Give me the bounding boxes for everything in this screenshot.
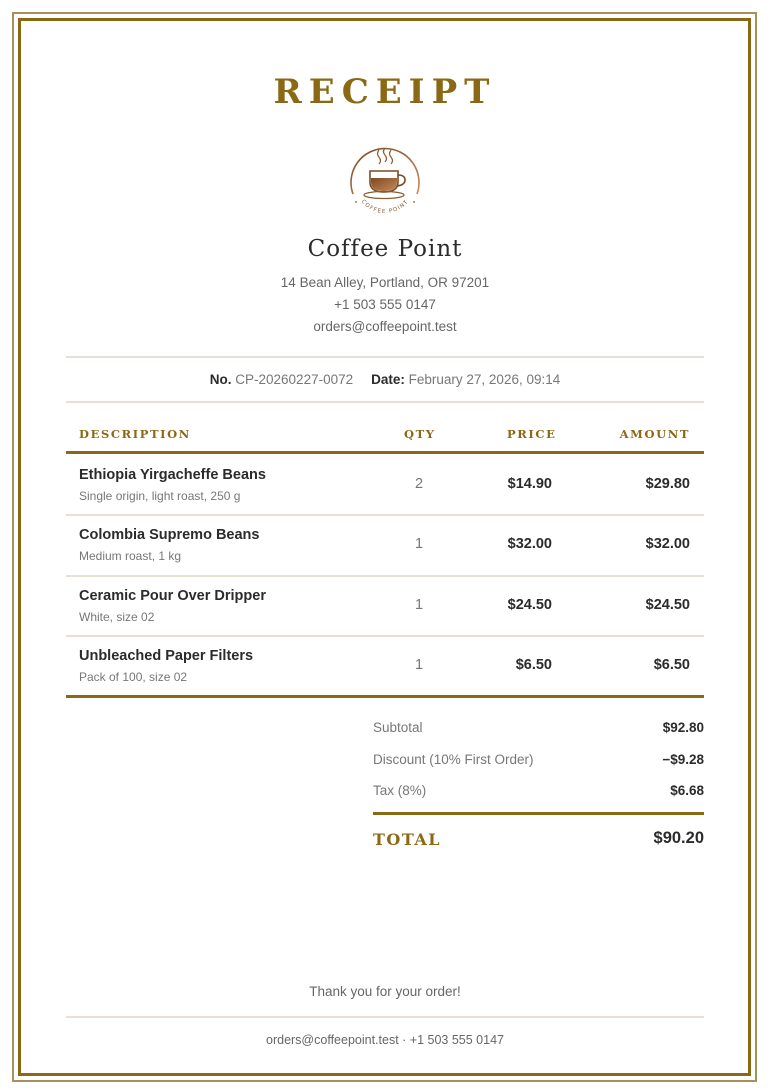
item-amount: $29.80 bbox=[645, 476, 690, 492]
receipt-date: February 27, 2026, 09:14 bbox=[408, 372, 561, 387]
subtotal-row bbox=[373, 718, 704, 738]
receipt-number-label: No. bbox=[209, 372, 232, 387]
item-amount: $24.50 bbox=[645, 597, 690, 613]
discount-row bbox=[373, 750, 704, 770]
receipt-number: CP-20260227-0072 bbox=[235, 372, 354, 387]
item-detail: White, size 02 bbox=[79, 610, 155, 624]
svg-text:COFFEE POINT: COFFEE POINT bbox=[359, 198, 411, 216]
column-header-amount: AMOUNT bbox=[619, 427, 690, 441]
table-bottom-rule bbox=[66, 695, 704, 698]
receipt-meta bbox=[66, 370, 704, 390]
tax-row bbox=[373, 781, 704, 801]
item-price: $14.90 bbox=[507, 476, 552, 492]
shop-address: 14 Bean Alley, Portland, OR 97201 bbox=[280, 275, 490, 290]
shop-name: Coffee Point bbox=[307, 236, 463, 262]
item-name: Colombia Supremo Beans bbox=[79, 527, 260, 543]
footer-contact: orders@coffeepoint.test · +1 503 555 0147 bbox=[266, 1033, 504, 1047]
item-qty: 2 bbox=[414, 476, 424, 492]
thank-you-message: Thank you for your order! bbox=[309, 984, 461, 999]
item-price: $24.50 bbox=[507, 597, 552, 613]
tax-value: $6.68 bbox=[670, 783, 704, 798]
item-detail: Single origin, light roast, 250 g bbox=[79, 489, 241, 503]
table-row bbox=[66, 636, 704, 696]
divider bbox=[66, 356, 704, 358]
column-header-description: DESCRIPTION bbox=[79, 427, 191, 441]
total-label: TOTAL bbox=[373, 830, 442, 849]
total-value: $90.20 bbox=[653, 829, 704, 847]
table-row bbox=[66, 576, 704, 636]
item-name: Ethiopia Yirgacheffe Beans bbox=[79, 467, 266, 483]
tax-label: Tax (8%) bbox=[373, 783, 427, 798]
discount-label: Discount (10% First Order) bbox=[373, 752, 534, 767]
item-qty: 1 bbox=[414, 536, 424, 552]
table-header-rule bbox=[66, 451, 704, 454]
item-detail: Pack of 100, size 02 bbox=[79, 670, 188, 684]
item-price: $6.50 bbox=[515, 657, 552, 673]
total-rule bbox=[373, 812, 704, 815]
divider bbox=[66, 1016, 704, 1018]
item-qty: 1 bbox=[414, 597, 424, 613]
shop-email: orders@coffeepoint.test bbox=[313, 319, 457, 334]
table-row bbox=[66, 455, 704, 515]
divider bbox=[66, 401, 704, 403]
item-amount: $32.00 bbox=[645, 536, 690, 552]
receipt-title: RECEIPT bbox=[273, 72, 497, 112]
column-header-price: PRICE bbox=[507, 427, 557, 441]
table-row bbox=[66, 515, 704, 575]
shop-phone: +1 503 555 0147 bbox=[334, 297, 436, 312]
subtotal-value: $92.80 bbox=[662, 720, 704, 735]
coffee-cup-icon bbox=[343, 138, 427, 222]
discount-value: −$9.28 bbox=[662, 752, 704, 767]
item-detail: Medium roast, 1 kg bbox=[79, 549, 182, 563]
item-qty: 1 bbox=[414, 657, 424, 673]
column-header-qty: QTY bbox=[404, 427, 436, 441]
subtotal-label: Subtotal bbox=[373, 720, 423, 735]
item-amount: $6.50 bbox=[653, 657, 690, 673]
receipt-date-label: Date: bbox=[371, 372, 405, 387]
item-name: Unbleached Paper Filters bbox=[79, 648, 254, 664]
item-price: $32.00 bbox=[507, 536, 552, 552]
item-name: Ceramic Pour Over Dripper bbox=[79, 588, 266, 604]
